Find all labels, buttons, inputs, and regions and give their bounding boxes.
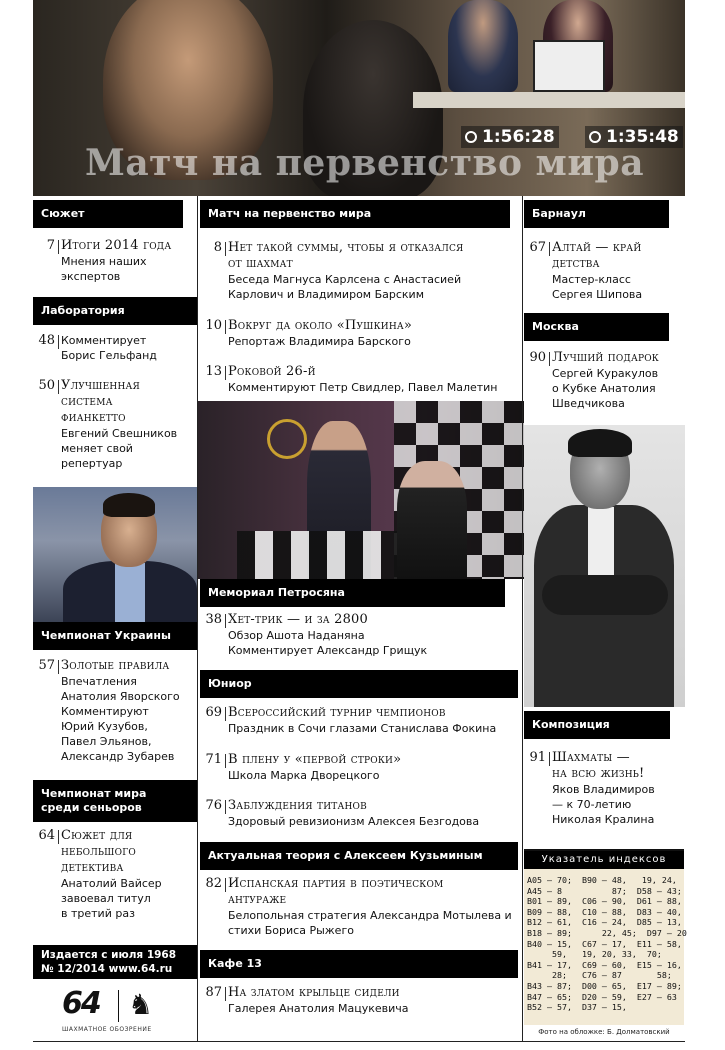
article-subtitle: Павел Эльянов, xyxy=(61,735,152,748)
article-title: Сюжет для xyxy=(61,828,133,843)
page-number: 90 xyxy=(524,350,546,366)
page-number: 91 xyxy=(524,750,546,766)
article-subtitle: Шведчикова xyxy=(552,397,625,410)
article-title: Вокруг да около «Пушкина» xyxy=(228,318,413,333)
toc-item-body xyxy=(228,798,520,829)
article-title: детектива xyxy=(61,860,124,875)
article-subtitle: Сергей Куракулов xyxy=(552,367,659,380)
toc-item-body xyxy=(552,240,684,302)
section-header-match: Матч на первенство мира xyxy=(200,200,510,228)
article-title: Итоги 2014 года xyxy=(61,238,172,253)
article-title: система xyxy=(61,394,113,409)
page-number: 82 xyxy=(200,876,222,892)
article-title: детства xyxy=(552,256,600,271)
page-number: 38 xyxy=(200,612,222,628)
figure-hair xyxy=(103,493,155,517)
article-title: на всю жизнь! xyxy=(552,766,645,781)
article-subtitle: Борис Гельфанд xyxy=(61,349,157,362)
toc-item[interactable] xyxy=(200,876,522,938)
logo-64: 64 xyxy=(62,986,100,1021)
article-title: небольшого xyxy=(61,844,136,859)
article-subtitle: Анатолий Вайсер xyxy=(61,877,162,890)
index-title: Указатель индексов xyxy=(524,851,684,869)
toc-item[interactable] xyxy=(33,378,193,471)
logo-subtitle: ШАХМАТНОЕ ОБОЗРЕНИЕ xyxy=(62,1026,152,1033)
article-subtitle: Николая Кралина xyxy=(552,813,655,826)
article-subtitle: Сергея Шипова xyxy=(552,288,643,301)
page-number: 7 xyxy=(33,238,55,254)
column-rule xyxy=(522,196,523,1041)
section-header-moskva: Москва xyxy=(524,313,669,341)
cover-photo xyxy=(33,0,685,196)
page-number: 13 xyxy=(200,364,222,380)
section-header-lab: Лаборатория xyxy=(33,297,197,325)
article-title: Шахматы — xyxy=(552,750,630,765)
page-number: 57 xyxy=(33,658,55,674)
photo-credit: Фото на обложке: Б. Долматовский xyxy=(538,1028,670,1036)
article-subtitle: Репортаж Владимира Барского xyxy=(228,335,411,348)
toc-item-body xyxy=(61,658,197,764)
article-title: В плену у «первой строки» xyxy=(228,752,402,767)
article-title: антураже xyxy=(228,892,287,907)
article-title: Улучшенная xyxy=(61,378,140,393)
article-subtitle: Карлович и Владимиром Барским xyxy=(228,288,425,301)
article-subtitle: в третий раз xyxy=(61,907,135,920)
toc-item[interactable] xyxy=(33,828,197,921)
photo-petrosian-memorial xyxy=(197,401,524,579)
monitor xyxy=(533,40,605,92)
page-number: 76 xyxy=(200,798,222,814)
magazine-logo xyxy=(62,986,154,1033)
figure-shirt xyxy=(115,563,145,622)
page-number: 10 xyxy=(200,318,222,334)
chess-clock-right: 1:35:48 xyxy=(585,126,683,148)
article-title: Алтай — край xyxy=(552,240,642,255)
index-box xyxy=(524,849,687,1025)
page-number: 67 xyxy=(524,240,546,256)
chess-pieces xyxy=(237,531,397,579)
publication-info xyxy=(33,945,197,979)
section-header-line: Чемпионат мира xyxy=(41,787,147,800)
publication-since: Издается с июля 1968 xyxy=(41,949,177,961)
article-subtitle: репертуар xyxy=(61,457,123,470)
toc-item[interactable] xyxy=(200,985,520,1016)
toc-item[interactable] xyxy=(200,705,520,736)
article-subtitle: Впечатления xyxy=(61,675,137,688)
toc-item-body xyxy=(552,750,684,827)
article-subtitle: о Кубке Анатолия xyxy=(552,382,656,395)
player-figure xyxy=(397,461,467,579)
article-subtitle: — к 70-летию xyxy=(552,798,632,811)
toc-item-body xyxy=(228,705,520,736)
column-rule xyxy=(197,196,198,1041)
article-subtitle: Обзор Ашота Наданяна xyxy=(228,629,365,642)
section-header-theory: Актуальная теория с Алексеем Кузьминым xyxy=(200,842,518,870)
knight-icon: ♞ xyxy=(128,988,154,1021)
toc-item[interactable] xyxy=(200,798,520,829)
issue-number: № 12/2014 www.64.ru xyxy=(41,963,173,975)
toc-item[interactable] xyxy=(200,240,520,302)
arbiter-desk xyxy=(413,92,685,108)
article-subtitle: Мнения наших xyxy=(61,255,147,268)
section-header-composition: Композиция xyxy=(524,711,670,739)
article-title: от шахмат xyxy=(228,256,293,271)
article-subtitle: Здоровый ревизионизм Алексея Безгодова xyxy=(228,815,480,828)
toc-item-body xyxy=(228,318,520,349)
article-subtitle: Белопольная стратегия Александра Мотылева и xyxy=(228,909,512,922)
toc-item[interactable] xyxy=(200,318,520,349)
article-subtitle: Беседа Магнуса Карлсена с Анастасией xyxy=(228,273,462,286)
article-title: Золотые правила xyxy=(61,658,170,673)
toc-item-body xyxy=(228,985,520,1016)
toc-item[interactable] xyxy=(524,240,684,302)
toc-item[interactable] xyxy=(33,333,193,363)
chess-clock-left: 1:56:28 xyxy=(461,126,559,148)
page-number: 64 xyxy=(33,828,55,844)
toc-item[interactable] xyxy=(33,658,197,764)
article-subtitle: Комментируют Петр Свидлер, Павел Малетин xyxy=(228,381,498,394)
section-header-ukraine: Чемпионат Украины xyxy=(33,622,197,650)
toc-item-body xyxy=(61,333,193,363)
article-title: Заблуждения титанов xyxy=(228,798,367,813)
section-header-junior: Юниор xyxy=(200,670,518,698)
figure-shirt xyxy=(588,507,614,577)
arbiter-figure xyxy=(448,0,518,92)
toc-item-body xyxy=(228,612,520,658)
bottom-rule xyxy=(33,1041,685,1042)
toc-item-body xyxy=(61,828,197,921)
page-number: 71 xyxy=(200,752,222,768)
article-title: Хет-трик — и за 2800 xyxy=(228,612,368,627)
toc-item[interactable] xyxy=(524,350,684,411)
toc-item-body xyxy=(228,364,520,395)
article-title: Испанская партия в поэтическом xyxy=(228,876,444,891)
figure-arms xyxy=(542,575,668,615)
page-number: 48 xyxy=(33,333,55,349)
toc-item[interactable] xyxy=(200,752,520,783)
cover-title: Матч на первенство мира xyxy=(85,142,645,184)
toc-item-body xyxy=(228,876,522,938)
figure-hair xyxy=(568,429,632,457)
tournament-logo xyxy=(267,419,307,459)
article-title: На златом крыльце сидели xyxy=(228,985,400,1000)
photo-kralin xyxy=(524,425,685,707)
toc-item[interactable] xyxy=(200,612,520,658)
toc-item-body xyxy=(228,752,520,783)
article-subtitle: Евгений Свешников xyxy=(61,427,178,440)
article-title: фианкетто xyxy=(61,410,126,425)
toc-item-body xyxy=(61,238,193,284)
article-subtitle: стихи Бориса Рыжего xyxy=(228,924,354,937)
article-subtitle: Комментирует xyxy=(61,334,147,347)
section-header-cafe: Кафе 13 xyxy=(200,950,518,978)
section-header-seniors xyxy=(33,780,197,822)
article-subtitle: Александр Зубарев xyxy=(61,750,175,763)
logo-divider xyxy=(118,990,119,1022)
page-number: 87 xyxy=(200,985,222,1001)
page-number: 8 xyxy=(200,240,222,256)
article-title: Всероссийский турнир чемпионов xyxy=(228,705,446,720)
article-subtitle: Праздник в Сочи глазами Станислава Фокина xyxy=(228,722,497,735)
index-list: A05 – 70; B90 – 48, 19, 24, A45 – 8 87; D58 – 43; B01 – 89, C06 – 90, D61 – 88, B09 – 88, C10 – 88, D83 – 40, B12 – 61, C16 – 24, D85 – 13, B18 – 89; 22, 45; D97 – 20 B40 – 15, C67 – 17, E11 – 58, 59, 19, 20, 33, 70; B41 – 17, C69 – 60, E15 – 16, 28; C76 – 87 58; B43 – 87; D00 – 65, E17 – 89; B47 – 65; D20 – 59, E27 – 63 B52 – 57, D37 – 15, xyxy=(527,875,687,1013)
page-number: 50 xyxy=(33,378,55,394)
article-subtitle: экспертов xyxy=(61,270,121,283)
photo-gelfand xyxy=(33,487,197,622)
article-subtitle: меняет свой xyxy=(61,442,133,455)
article-subtitle: Юрий Кузубов, xyxy=(61,720,148,733)
toc-item-body xyxy=(228,240,520,302)
article-subtitle: Комментирует Александр Грищук xyxy=(228,644,428,657)
toc-item-body xyxy=(552,350,684,411)
article-title: Нет такой суммы, чтобы я отказался xyxy=(228,240,464,255)
section-header-syuzhet: Сюжет xyxy=(33,200,183,228)
section-header-line: среди сеньоров xyxy=(41,801,142,814)
article-subtitle: Школа Марка Дворецкого xyxy=(228,769,380,782)
section-header-memorial: Мемориал Петросяна xyxy=(200,579,505,607)
toc-item-body xyxy=(61,378,193,471)
article-subtitle: Галерея Анатолия Мацукевича xyxy=(228,1002,409,1015)
toc-item[interactable] xyxy=(33,238,193,284)
toc-item[interactable] xyxy=(524,750,684,827)
article-subtitle: Комментируют xyxy=(61,705,149,718)
article-subtitle: Яков Владимиров xyxy=(552,783,655,796)
section-header-barnaul: Барнаул xyxy=(524,200,669,228)
article-title: Роковой 26-й xyxy=(228,364,316,379)
toc-item[interactable] xyxy=(200,364,520,395)
article-subtitle: Мастер-класс xyxy=(552,273,631,286)
page-number: 69 xyxy=(200,705,222,721)
article-title: Лучший подарок xyxy=(552,350,659,365)
article-subtitle: Анатолия Яворского xyxy=(61,690,180,703)
article-subtitle: завоевал титул xyxy=(61,892,151,905)
